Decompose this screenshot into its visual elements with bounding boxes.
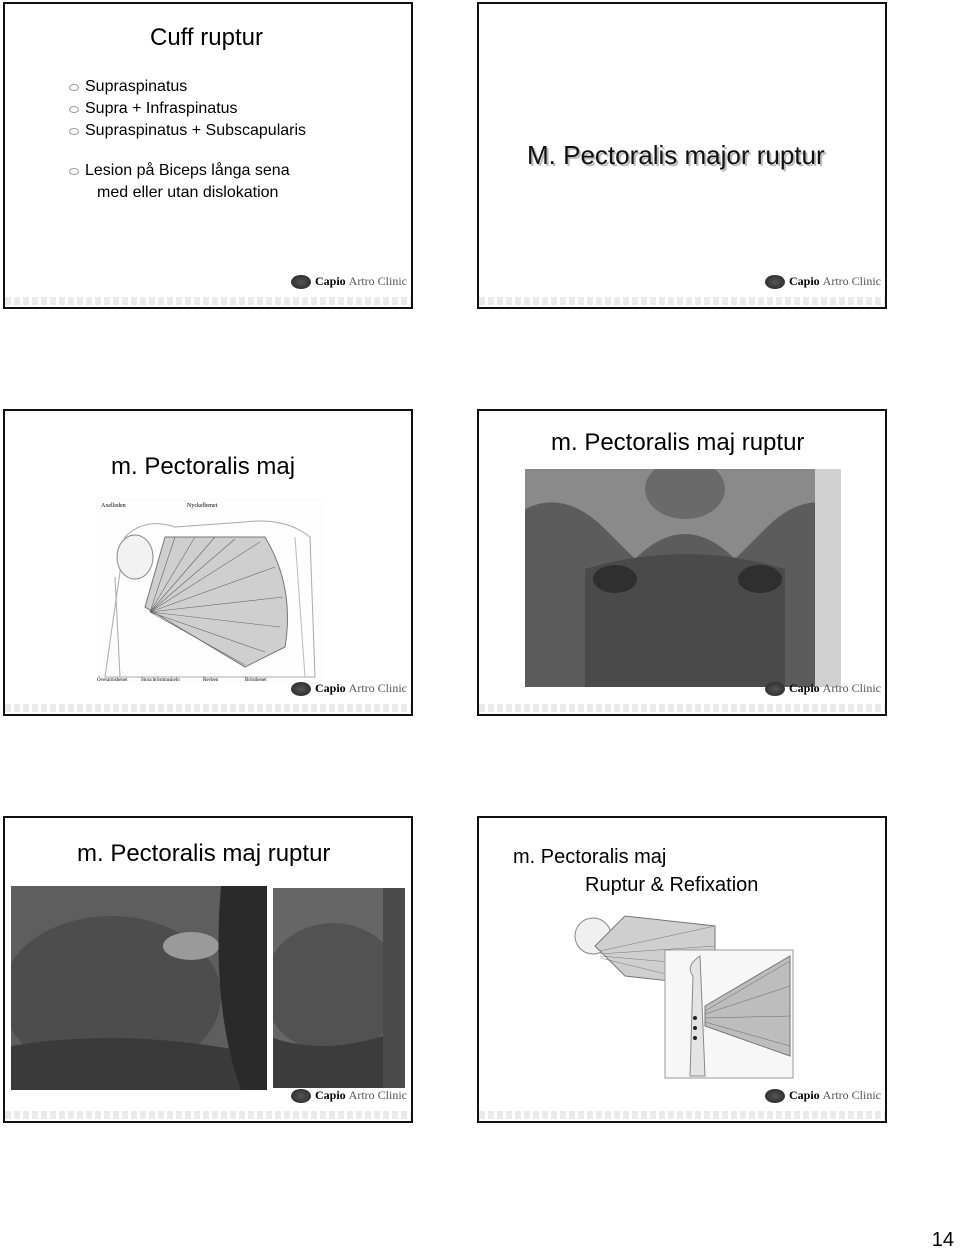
logo-icon [291,682,311,696]
logo-icon [291,275,311,289]
slide-pectoralis-maj-ruptur-closeup [3,816,413,1123]
list-item: Supraspinatus [85,76,306,98]
slide-pectoralis-maj-ruptur-photo [477,409,887,716]
list-item: Lesion på Biceps långa sena [85,160,306,182]
diagram-label: Överarmsbenet [97,678,128,683]
logo-icon [291,1089,311,1103]
capio-logo: Capio Artro Clinic [291,681,407,696]
diagram-label: Stora bröstmuskeln [141,678,180,683]
diagram-label: Nyckelbenet [187,503,218,509]
slide-title: m. Pectoralis maj [513,846,667,868]
diagram-label: Bröstbenet [245,678,267,683]
slide-title: m. Pectoralis maj ruptur [77,840,331,867]
logo-icon [765,682,785,696]
footer-band [5,297,411,305]
bullet-icon [69,106,79,113]
capio-logo: Capio Artro Clinic [765,1088,881,1103]
diagram-label: Revben [203,678,219,683]
slide-pectoralis-maj-diagram [3,409,413,716]
slide-subtitle: Ruptur & Refixation [585,874,759,896]
bullet-icon [69,84,79,91]
list-item: Supra + Infraspinatus [85,98,306,120]
footer-band [5,1111,411,1119]
chest-closeup-photo-left [11,886,267,1090]
slide-title: Cuff ruptur [150,24,263,51]
capio-logo: Capio Artro Clinic [765,681,881,696]
slide-title: m. Pectoralis maj ruptur [551,429,805,456]
logo-icon [765,275,785,289]
bullet-list [85,76,306,204]
diagram-label: Axelleden [101,503,126,509]
slide-pectoralis-maj-refixation [477,816,887,1123]
footer-band [479,297,885,305]
refixation-diagram [565,906,795,1080]
footer-band [5,704,411,712]
slide-title: M. Pectoralis major ruptur [527,140,825,170]
capio-logo: Capio Artro Clinic [291,274,407,289]
page-number: 14 [931,1229,954,1251]
slide-pectoralis-major-ruptur [477,2,887,309]
bullet-icon [69,168,79,175]
footer-band [479,1111,885,1119]
list-item-continuation: med eller utan dislokation [97,184,279,201]
capio-logo: Capio Artro Clinic [765,274,881,289]
capio-logo: Capio Artro Clinic [291,1088,407,1103]
list-item: Supraspinatus + Subscapularis [85,120,306,142]
footer-band [479,704,885,712]
patient-chest-photo [525,469,841,687]
slide-title: m. Pectoralis maj [111,453,296,480]
slide-cuff-ruptur [3,2,413,309]
chest-closeup-photo-right [273,888,405,1088]
anatomy-diagram [95,497,325,685]
logo-icon [765,1089,785,1103]
bullet-icon [69,128,79,135]
